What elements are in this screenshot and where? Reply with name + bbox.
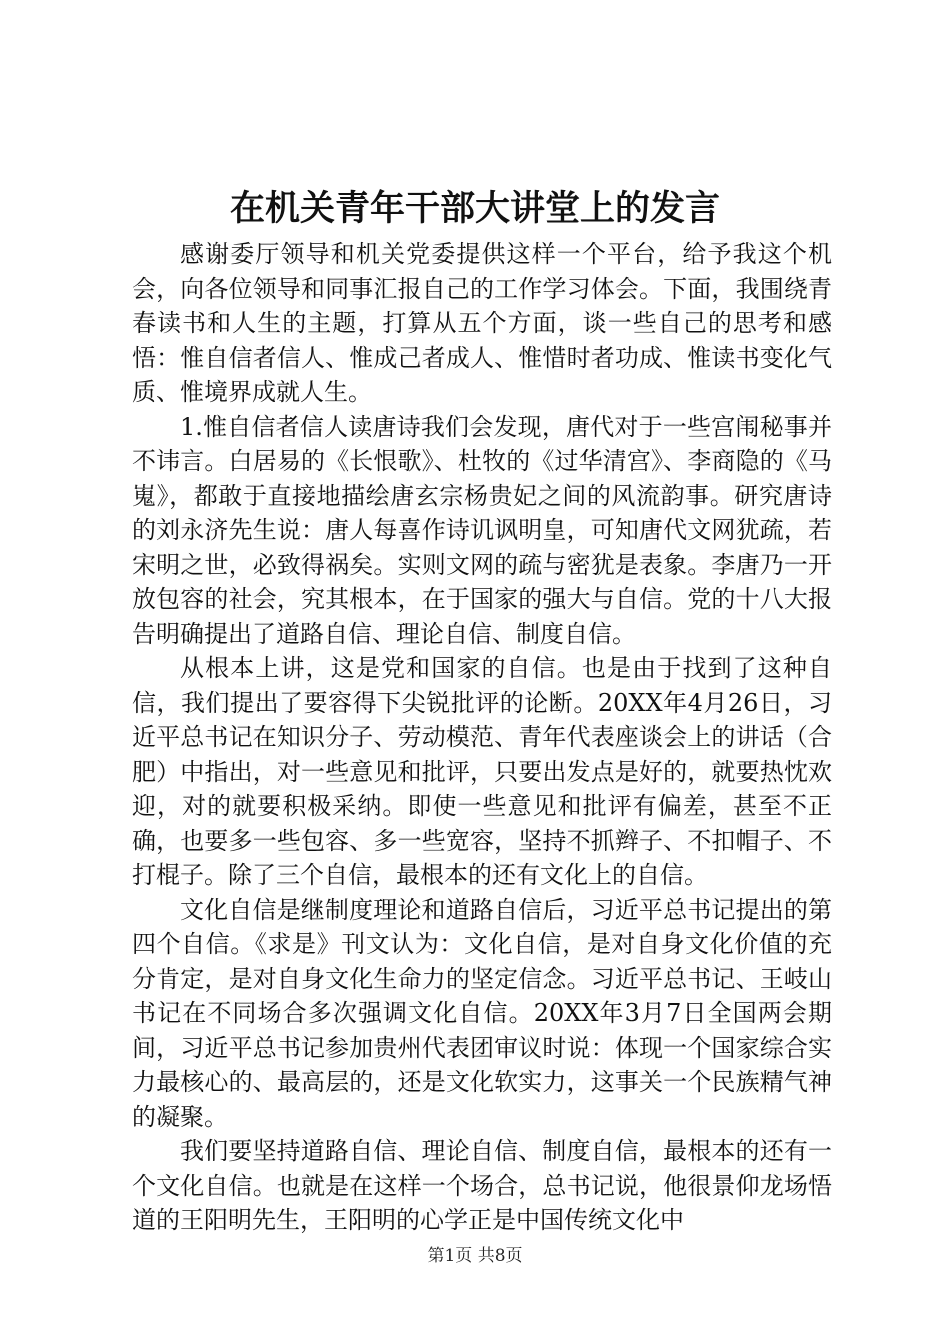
paragraph-cultural-confidence: 文化自信是继制度理论和道路自信后，习近平总书记提出的第四个自信。《求是》刊文认为：文化自信，是对自身文化价值的充分肯定，是对自身文化生命力的坚定信念。习近平总书记、王岐山书记在不同场合多次强调文化自信。20XX年3月7日全国两会期间，习近平总书记参加贵州代表团审议时说：体现一个国家综合实力最核心的、最高层的，还是文化软实力，这事关一个民族精气神的凝聚。: [132, 895, 832, 1131]
paragraph-confidence: 从根本上讲，这是党和国家的自信。也是由于找到了这种自信，我们提出了要容得下尖锐批评的论断。20XX年4月26日，习近平总书记在知识分子、劳动模范、青年代表座谈会上的讲话（合肥）中指出，对一些意见和批评，只要出发点是好的，就要热忱欢迎，对的就要积极采纳。即使一些意见和批评有偏差，甚至不正确，也要多一些包容、多一些宽容，坚持不抓辫子、不扣帽子、不打棍子。除了三个自信，最根本的还有文化上的自信。: [132, 654, 832, 889]
document-body: [132, 237, 832, 1238]
paragraph-section-1: 1.惟自信者信人读唐诗我们会发现，唐代对于一些宫闱秘事并不讳言。白居易的《长恨歌》、杜牧的《过华清宫》、李商隐的《马嵬》，都敢于直接地描绘唐玄宗杨贵妃之间的风流韵事。研究唐诗的刘永济先生说：唐人每喜作诗讥讽明皇，可知唐代文网犹疏，若宋明之世，必致得祸矣。实则文网的疏与密犹是表象。李唐乃一开放包容的社会，究其根本，在于国家的强大与自信。党的十八大报告明确提出了道路自信、理论自信、制度自信。: [132, 412, 832, 648]
paragraph-wang-yangming: 我们要坚持道路自信、理论自信、制度自信，最根本的还有一个文化自信。也就是在这样一个场合，总书记说，他很景仰龙场悟道的王阳明先生，王阳明的心学正是中国传统文化中: [132, 1137, 832, 1234]
page-number-footer: 第1页 共8页: [427, 1246, 523, 1266]
paragraph-intro: 感谢委厅领导和机关党委提供这样一个平台，给予我这个机会，向各位领导和同事汇报自己的工作学习体会。下面，我围绕青春读书和人生的主题，打算从五个方面，谈一些自己的思考和感悟：惟自信者信人、惟成己者成人、惟惜时者功成、惟读书变化气质、惟境界成就人生。: [132, 240, 832, 406]
document-title: 在机关青年干部大讲堂上的发言: [229, 188, 720, 229]
